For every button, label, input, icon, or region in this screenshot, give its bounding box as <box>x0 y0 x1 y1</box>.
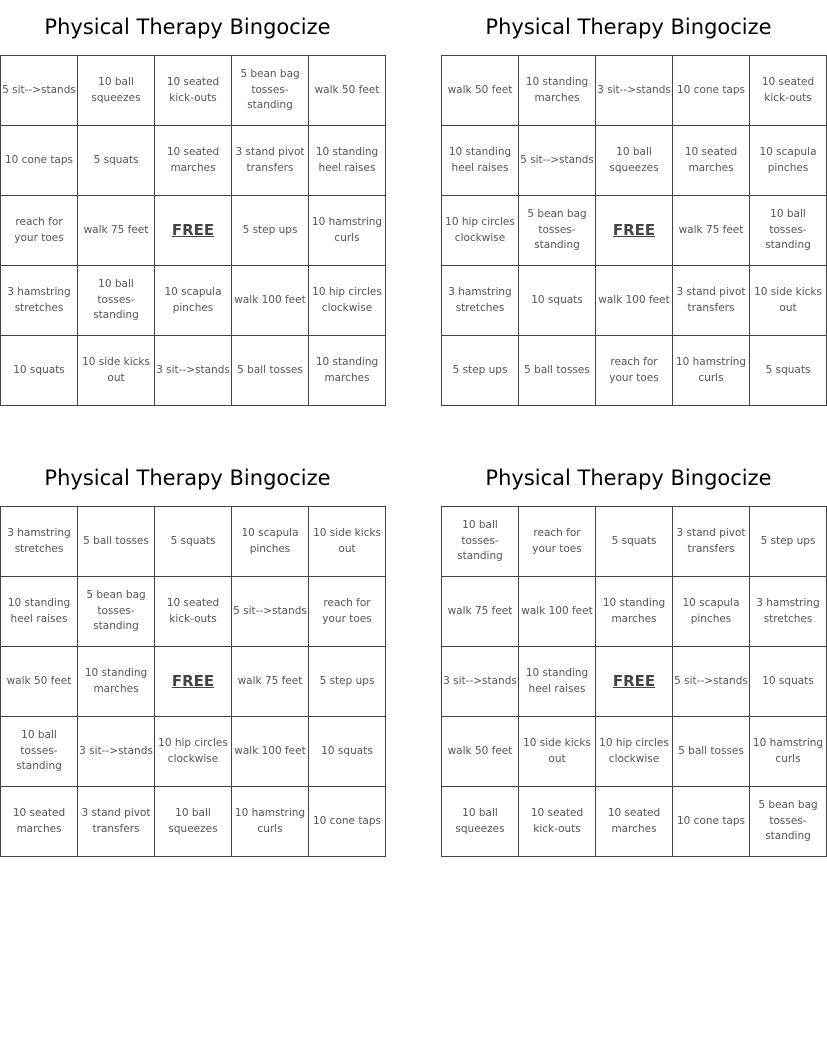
grid-row <box>442 336 827 406</box>
grid-row <box>1 336 386 406</box>
bingo-cell: 5 ball tosses <box>232 336 309 406</box>
bingo-cell: 5 sit-->stands <box>1 56 78 126</box>
bingo-cell: walk 50 feet <box>442 717 519 787</box>
bingo-cell: walk 50 feet <box>309 56 386 126</box>
bingo-cell: 10 cone taps <box>309 787 386 857</box>
bingo-cell: 5 step ups <box>442 336 519 406</box>
bingo-cell: 10 ball squeezes <box>442 787 519 857</box>
bingo-cell: walk 100 feet <box>232 717 309 787</box>
grid-row <box>442 577 827 647</box>
bingo-cell: 3 hamstring stretches <box>1 507 78 577</box>
bingo-cell: 3 sit-->stands <box>78 717 155 787</box>
bingo-cell: 10 standing heel raises <box>1 577 78 647</box>
bingo-cell: walk 100 feet <box>519 577 596 647</box>
bingo-cell: 10 ball squeezes <box>155 787 232 857</box>
grid-row <box>1 56 386 126</box>
bingo-cell: walk 50 feet <box>1 647 78 717</box>
bingo-cell: reach for your toes <box>1 196 78 266</box>
bingo-cell: 10 ball squeezes <box>78 56 155 126</box>
grid-row <box>442 507 827 577</box>
bingo-cell: 10 seated kick-outs <box>155 577 232 647</box>
bingo-cell: 10 standing marches <box>596 577 673 647</box>
bingo-cell: 10 seated marches <box>155 126 232 196</box>
bingo-cell: 10 cone taps <box>1 126 78 196</box>
bingo-cell: 10 seated marches <box>596 787 673 857</box>
bingo-cell: 10 ball tosses-standing <box>1 717 78 787</box>
free-space: FREE <box>596 647 673 717</box>
bingo-cell: 5 bean bag tosses-standing <box>232 56 309 126</box>
bingo-cell: walk 75 feet <box>232 647 309 717</box>
bingo-cell: 3 stand pivot transfers <box>673 507 750 577</box>
bingo-cell: 5 ball tosses <box>673 717 750 787</box>
bingo-cell: 10 side kicks out <box>519 717 596 787</box>
grid-row <box>442 196 827 266</box>
bingo-cell: 5 sit-->stands <box>673 647 750 717</box>
bingo-cell: 10 side kicks out <box>750 266 827 336</box>
bingo-cell: 10 scapula pinches <box>750 126 827 196</box>
bingo-cell: 10 scapula pinches <box>673 577 750 647</box>
bingo-cell: 10 standing marches <box>78 647 155 717</box>
bingo-cell: 3 stand pivot transfers <box>673 266 750 336</box>
card-title: Physical Therapy Bingocize <box>485 466 772 490</box>
grid-row <box>442 787 827 857</box>
bingo-cell: 5 bean bag tosses-standing <box>519 196 596 266</box>
bingo-cell: 10 seated marches <box>673 126 750 196</box>
bingo-cell: 3 stand pivot transfers <box>78 787 155 857</box>
bingo-cell: 10 ball tosses-standing <box>750 196 827 266</box>
bingo-cell: 10 side kicks out <box>309 507 386 577</box>
bingo-cell: 10 standing heel raises <box>309 126 386 196</box>
bingo-grid <box>0 506 386 857</box>
bingo-cell: 10 hip circles clockwise <box>442 196 519 266</box>
bingo-cell: 3 stand pivot transfers <box>232 126 309 196</box>
bingo-cell: 10 hip circles clockwise <box>155 717 232 787</box>
free-space: FREE <box>155 196 232 266</box>
bingo-cell: walk 100 feet <box>596 266 673 336</box>
bingo-cell: walk 75 feet <box>78 196 155 266</box>
bingo-cell: 10 scapula pinches <box>232 507 309 577</box>
bingo-cell: 5 sit-->stands <box>232 577 309 647</box>
bingo-cell: 10 squats <box>750 647 827 717</box>
grid-row <box>1 787 386 857</box>
grid-row <box>1 196 386 266</box>
bingo-cell: 10 squats <box>519 266 596 336</box>
grid-row <box>442 56 827 126</box>
bingo-cell: 10 ball squeezes <box>596 126 673 196</box>
bingo-cell: 5 ball tosses <box>519 336 596 406</box>
grid-row <box>442 126 827 196</box>
grid-row <box>442 717 827 787</box>
bingo-grid <box>441 506 827 857</box>
bingo-cell: 10 squats <box>309 717 386 787</box>
bingo-cell: 10 side kicks out <box>78 336 155 406</box>
bingo-cell: 5 squats <box>750 336 827 406</box>
bingo-cell: 5 step ups <box>750 507 827 577</box>
bingo-cell: walk 100 feet <box>232 266 309 336</box>
bingo-cell: 10 standing heel raises <box>519 647 596 717</box>
bingo-cell: 3 sit-->stands <box>155 336 232 406</box>
bingo-cell: 3 hamstring stretches <box>1 266 78 336</box>
grid-row <box>442 647 827 717</box>
bingo-cell: 10 hamstring curls <box>309 196 386 266</box>
bingo-cell: 3 hamstring stretches <box>750 577 827 647</box>
card-title: Physical Therapy Bingocize <box>44 15 331 39</box>
bingo-cell: 5 squats <box>78 126 155 196</box>
bingo-cell: reach for your toes <box>309 577 386 647</box>
card-title: Physical Therapy Bingocize <box>485 15 772 39</box>
bingo-grid <box>0 55 386 406</box>
bingo-cell: 10 hamstring curls <box>232 787 309 857</box>
bingo-cell: 10 standing marches <box>519 56 596 126</box>
bingo-cell: 5 step ups <box>309 647 386 717</box>
bingo-cell: 10 squats <box>1 336 78 406</box>
bingo-cell: 5 sit-->stands <box>519 126 596 196</box>
free-space: FREE <box>155 647 232 717</box>
bingo-cell: 10 seated kick-outs <box>155 56 232 126</box>
bingo-cell: walk 75 feet <box>673 196 750 266</box>
grid-row <box>1 126 386 196</box>
bingo-cell: 10 cone taps <box>673 56 750 126</box>
bingo-cell: 5 squats <box>596 507 673 577</box>
card-title: Physical Therapy Bingocize <box>44 466 331 490</box>
grid-row <box>1 717 386 787</box>
bingo-cell: 10 standing heel raises <box>442 126 519 196</box>
bingo-cell: 10 ball tosses-standing <box>78 266 155 336</box>
bingo-cell: 5 step ups <box>232 196 309 266</box>
bingo-cell: 10 seated kick-outs <box>519 787 596 857</box>
grid-row <box>1 266 386 336</box>
grid-row <box>1 577 386 647</box>
bingo-cell: walk 75 feet <box>442 577 519 647</box>
bingo-cell: 5 bean bag tosses-standing <box>78 577 155 647</box>
bingo-cell: 5 squats <box>155 507 232 577</box>
grid-row <box>1 647 386 717</box>
bingo-cell: reach for your toes <box>596 336 673 406</box>
bingo-cell: 5 bean bag tosses-standing <box>750 787 827 857</box>
bingo-cell: 10 hip circles clockwise <box>596 717 673 787</box>
bingo-cell: 10 seated kick-outs <box>750 56 827 126</box>
bingo-cell: 10 hamstring curls <box>750 717 827 787</box>
grid-row <box>1 507 386 577</box>
bingo-cell: 10 standing marches <box>309 336 386 406</box>
bingo-cell: walk 50 feet <box>442 56 519 126</box>
free-space: FREE <box>596 196 673 266</box>
bingo-cell: 10 cone taps <box>673 787 750 857</box>
bingo-grid <box>441 55 827 406</box>
bingo-cell: 10 ball tosses-standing <box>442 507 519 577</box>
bingo-cell: 3 sit-->stands <box>442 647 519 717</box>
bingo-cell: 5 ball tosses <box>78 507 155 577</box>
grid-row <box>442 266 827 336</box>
bingo-cell: 10 hip circles clockwise <box>309 266 386 336</box>
bingo-cell: 3 sit-->stands <box>596 56 673 126</box>
bingo-cell: 3 hamstring stretches <box>442 266 519 336</box>
bingo-cell: reach for your toes <box>519 507 596 577</box>
bingo-cell: 10 seated marches <box>1 787 78 857</box>
bingo-cell: 10 hamstring curls <box>673 336 750 406</box>
bingo-cell: 10 scapula pinches <box>155 266 232 336</box>
